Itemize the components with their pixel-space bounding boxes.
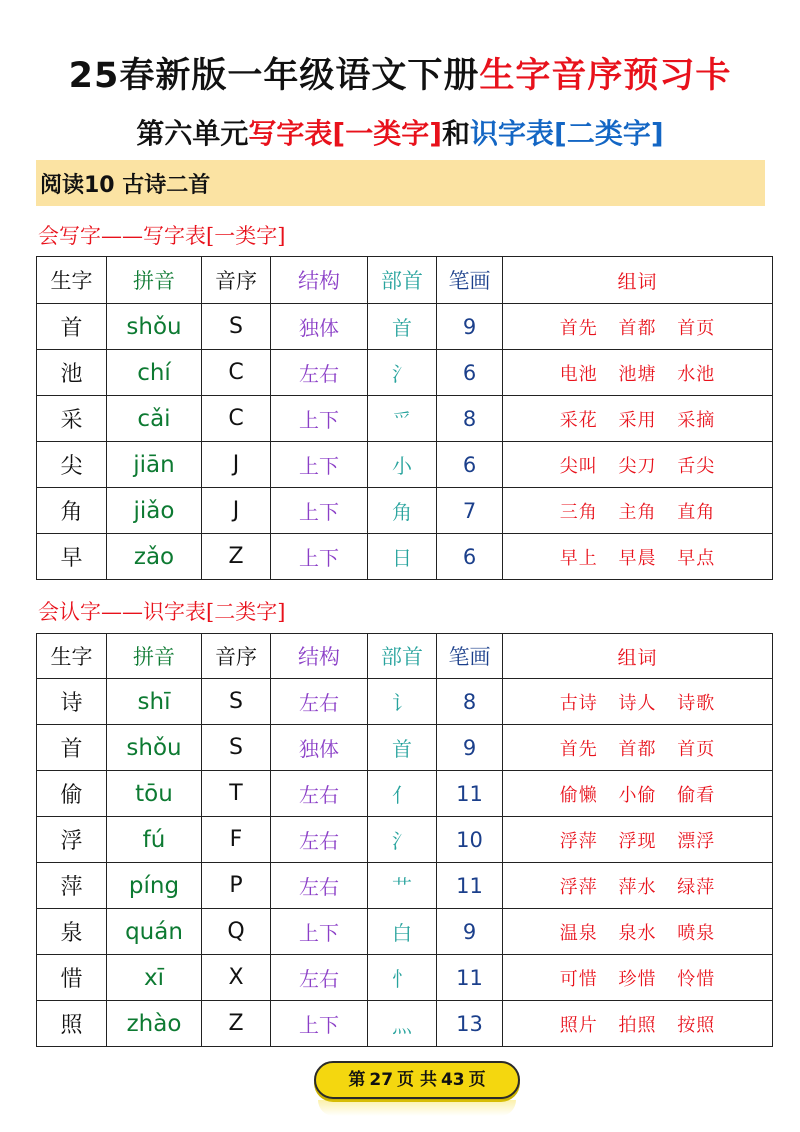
cell-order: S	[202, 304, 271, 350]
cell-strokes: 9	[437, 304, 503, 350]
cell-strokes: 11	[437, 955, 503, 1001]
header-radical: 部首	[368, 257, 437, 304]
cell-pinyin: tōu	[107, 771, 202, 817]
cell-structure: 左右	[271, 771, 368, 817]
cell-order: C	[202, 396, 271, 442]
subtitle-unit: 第六单元	[136, 117, 249, 150]
table-row	[37, 488, 773, 534]
cell-pinyin: jiǎo	[107, 488, 202, 534]
cell-pinyin: quán	[107, 909, 202, 955]
cell-pinyin: píng	[107, 863, 202, 909]
lesson-title: 阅读10 古诗二首	[40, 173, 211, 198]
cell-words: 三角 主角 直角	[503, 488, 773, 534]
header-radical: 部首	[368, 634, 437, 679]
cell-pinyin: shǒu	[107, 304, 202, 350]
cell-order: S	[202, 679, 271, 725]
header-strokes: 笔画	[437, 257, 503, 304]
cell-structure: 上下	[271, 396, 368, 442]
page-prefix: 第	[348, 1070, 366, 1090]
cell-char: 首	[37, 304, 107, 350]
cell-order: J	[202, 488, 271, 534]
write-section-heading: 会写字——写字表[一类字]	[38, 224, 286, 248]
cell-radical: 忄	[368, 955, 437, 1001]
cell-char: 泉	[37, 909, 107, 955]
header-char: 生字	[37, 257, 107, 304]
table-row	[37, 304, 773, 350]
cell-strokes: 13	[437, 1001, 503, 1047]
cell-pinyin: shī	[107, 679, 202, 725]
page-total: 43	[440, 1070, 465, 1090]
read-characters-table	[36, 633, 773, 1047]
table-row	[37, 909, 773, 955]
table-row	[37, 679, 773, 725]
table-row	[37, 1001, 773, 1047]
cell-strokes: 7	[437, 488, 503, 534]
cell-structure: 上下	[271, 1001, 368, 1047]
cell-pinyin: shǒu	[107, 725, 202, 771]
cell-words: 偷懒 小偷 偷看	[503, 771, 773, 817]
cell-strokes: 9	[437, 725, 503, 771]
cell-structure: 独体	[271, 725, 368, 771]
cell-structure: 左右	[271, 350, 368, 396]
cell-words: 浮萍 萍水 绿萍	[503, 863, 773, 909]
cell-char: 偷	[37, 771, 107, 817]
cell-words: 浮萍 浮现 漂浮	[503, 817, 773, 863]
cell-radical: 小	[368, 442, 437, 488]
table-row	[37, 534, 773, 580]
cell-order: S	[202, 725, 271, 771]
cell-strokes: 6	[437, 442, 503, 488]
table-row	[37, 442, 773, 488]
cell-strokes: 6	[437, 350, 503, 396]
cell-char: 照	[37, 1001, 107, 1047]
cell-radical: 角	[368, 488, 437, 534]
table-header-row	[37, 634, 773, 679]
table-header-row	[37, 257, 773, 304]
header-words: 组词	[503, 257, 773, 304]
cell-words: 电池 池塘 水池	[503, 350, 773, 396]
cell-words: 温泉 泉水 喷泉	[503, 909, 773, 955]
cell-radical: 氵	[368, 817, 437, 863]
header-order: 音序	[202, 634, 271, 679]
cell-structure: 左右	[271, 679, 368, 725]
table-row	[37, 955, 773, 1001]
cell-structure: 左右	[271, 955, 368, 1001]
cell-char: 首	[37, 725, 107, 771]
cell-words: 照片 拍照 按照	[503, 1001, 773, 1047]
cell-char: 惜	[37, 955, 107, 1001]
cell-pinyin: zǎo	[107, 534, 202, 580]
page-current: 27	[369, 1070, 394, 1090]
cell-strokes: 8	[437, 679, 503, 725]
header-pinyin: 拼音	[107, 257, 202, 304]
cell-pinyin: jiān	[107, 442, 202, 488]
cell-words: 采花 采用 采摘	[503, 396, 773, 442]
cell-radical: 白	[368, 909, 437, 955]
cell-radical: 氵	[368, 350, 437, 396]
page-badge-reflection	[318, 1100, 516, 1116]
cell-strokes: 11	[437, 863, 503, 909]
cell-pinyin: xī	[107, 955, 202, 1001]
cell-pinyin: cǎi	[107, 396, 202, 442]
table-row	[37, 771, 773, 817]
cell-words: 首先 首都 首页	[503, 725, 773, 771]
cell-char: 采	[37, 396, 107, 442]
read-section-heading: 会认字——识字表[二类字]	[38, 600, 286, 624]
cell-strokes: 8	[437, 396, 503, 442]
cell-order: P	[202, 863, 271, 909]
cell-order: F	[202, 817, 271, 863]
page-mid: 页 共	[397, 1070, 437, 1090]
cell-radical: 首	[368, 725, 437, 771]
table-row	[37, 396, 773, 442]
cell-structure: 上下	[271, 534, 368, 580]
cell-order: X	[202, 955, 271, 1001]
cell-strokes: 11	[437, 771, 503, 817]
title-highlight: 生字音序预习卡	[479, 56, 732, 96]
cell-radical: 灬	[368, 1001, 437, 1047]
cell-char: 萍	[37, 863, 107, 909]
cell-order: C	[202, 350, 271, 396]
cell-char: 角	[37, 488, 107, 534]
cell-pinyin: zhào	[107, 1001, 202, 1047]
header-order: 音序	[202, 257, 271, 304]
page-suffix: 页	[468, 1070, 486, 1090]
header-structure: 结构	[271, 634, 368, 679]
cell-radical: 讠	[368, 679, 437, 725]
cell-words: 古诗 诗人 诗歌	[503, 679, 773, 725]
unit-subtitle	[0, 112, 800, 152]
cell-structure: 上下	[271, 909, 368, 955]
cell-structure: 上下	[271, 442, 368, 488]
cell-structure: 上下	[271, 488, 368, 534]
cell-order: T	[202, 771, 271, 817]
subtitle-read-table: 识字表[二类字]	[470, 117, 664, 150]
cell-words: 尖叫 尖刀 舌尖	[503, 442, 773, 488]
cell-radical: 日	[368, 534, 437, 580]
cell-pinyin: fú	[107, 817, 202, 863]
cell-char: 尖	[37, 442, 107, 488]
header-strokes: 笔画	[437, 634, 503, 679]
cell-structure: 左右	[271, 817, 368, 863]
cell-words: 早上 早晨 早点	[503, 534, 773, 580]
page-number-badge	[314, 1061, 520, 1099]
page-title	[0, 48, 800, 98]
cell-strokes: 6	[437, 534, 503, 580]
cell-radical: 首	[368, 304, 437, 350]
header-words: 组词	[503, 634, 773, 679]
subtitle-write-table: 写字表[一类字]	[248, 117, 442, 150]
cell-order: J	[202, 442, 271, 488]
cell-radical: 艹	[368, 863, 437, 909]
cell-char: 浮	[37, 817, 107, 863]
header-char: 生字	[37, 634, 107, 679]
header-pinyin: 拼音	[107, 634, 202, 679]
cell-char: 早	[37, 534, 107, 580]
cell-words: 可惜 珍惜 怜惜	[503, 955, 773, 1001]
cell-order: Z	[202, 534, 271, 580]
write-characters-table	[36, 256, 773, 580]
cell-char: 池	[37, 350, 107, 396]
cell-radical: 爫	[368, 396, 437, 442]
subtitle-and: 和	[442, 117, 471, 150]
cell-strokes: 9	[437, 909, 503, 955]
cell-radical: 亻	[368, 771, 437, 817]
cell-order: Z	[202, 1001, 271, 1047]
title-main: 25春新版一年级语文下册	[68, 56, 480, 96]
cell-char: 诗	[37, 679, 107, 725]
cell-structure: 独体	[271, 304, 368, 350]
header-structure: 结构	[271, 257, 368, 304]
cell-order: Q	[202, 909, 271, 955]
table-row	[37, 350, 773, 396]
table-row	[37, 863, 773, 909]
cell-strokes: 10	[437, 817, 503, 863]
cell-structure: 左右	[271, 863, 368, 909]
table-row	[37, 725, 773, 771]
cell-words: 首先 首都 首页	[503, 304, 773, 350]
table-row	[37, 817, 773, 863]
cell-pinyin: chí	[107, 350, 202, 396]
